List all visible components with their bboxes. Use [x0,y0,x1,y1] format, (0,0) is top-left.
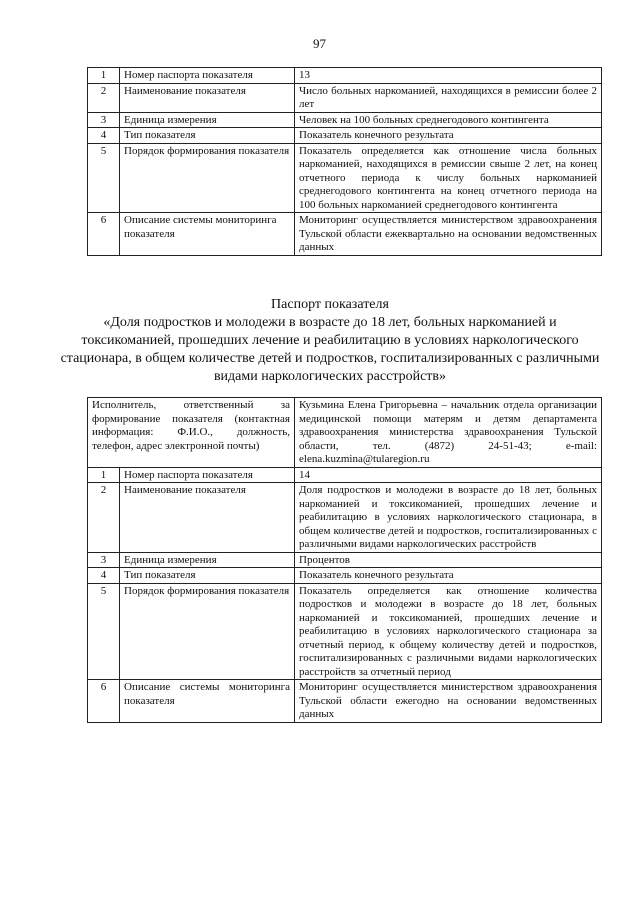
table-row [88,568,602,584]
heading-indicator-name: «Доля подростков и молодежи в возрасте до 18 лет, больных наркоманией и токсикоманией, прошедших лечение и реабилитацию в условиях наркологического стационара, в общем количестве детей и подростков, госпитализированных с различными видами наркологических расстройств» [60,315,600,384]
row-number: 3 [88,552,120,568]
passport-table-14 [87,397,602,723]
row-number: 6 [88,213,120,256]
table-row-executor [88,398,602,468]
row-label: Номер паспорта показателя [120,68,295,84]
executor-label: Исполнитель, ответственный за формирование показателя (контактная информация: Ф.И.О., должность, телефон, адрес электронной почты) [88,398,295,468]
table-row [88,112,602,128]
row-value: Число больных наркоманией, находящихся в ремиссии более 2 лет [295,83,602,112]
row-label: Единица измерения [120,552,295,568]
table-row [88,143,602,213]
row-label: Наименование показателя [120,83,295,112]
row-number: 2 [88,83,120,112]
row-label: Номер паспорта показателя [120,467,295,483]
passport-table-13 [87,67,602,256]
passport-heading [60,296,600,386]
executor-value: Кузьмина Елена Григорьевна – начальник отдела организации медицинской помощи матерям и детям департамента здравоохранения министерства здравоохранения Тульской области, тел. (4872) 24-51-43; e-mail: elena.kuzmina@tularegion.ru [295,398,602,468]
row-label: Описание системы мониторинга показателя [120,213,295,256]
row-value: Показатель конечного результата [295,568,602,584]
row-number: 1 [88,467,120,483]
row-label: Тип показателя [120,128,295,144]
table-row [88,483,602,553]
row-value: Показатель определяется как отношение числа больных наркоманией, находящихся в ремиссии свыше 2 лет, на конец отчетного периода к числу больных наркоманией среднегодового контингента на конец отчетного периода на 100 больных наркоманией среднегодового контингента [295,143,602,213]
row-label: Единица измерения [120,112,295,128]
row-label: Порядок формирования показателя [120,143,295,213]
row-label: Описание системы мониторинга показателя [120,680,295,723]
row-label: Тип показателя [120,568,295,584]
table-row [88,83,602,112]
heading-title: Паспорт показателя [271,297,389,312]
table-row [88,680,602,723]
page-number: 97 [313,36,326,51]
row-value: Доля подростков и молодежи в возрасте до 18 лет, больных наркоманией и токсикоманией, прошедших лечение и реабилитацию в условиях наркологического стационара, в общем количестве детей и подростков, госпитализированных с различными видами наркологических расстройств [295,483,602,553]
row-number: 5 [88,143,120,213]
row-number: 4 [88,128,120,144]
row-value: Мониторинг осуществляется министерством здравоохранения Тульской области ежегодно на основании ведомственных данных [295,680,602,723]
row-number: 6 [88,680,120,723]
table-row [88,68,602,84]
row-value: Процентов [295,552,602,568]
row-value: 13 [295,68,602,84]
row-label: Наименование показателя [120,483,295,553]
row-number: 2 [88,483,120,553]
row-value: Показатель конечного результата [295,128,602,144]
table-row [88,128,602,144]
table-row [88,213,602,256]
row-number: 3 [88,112,120,128]
row-value: Показатель определяется как отношение количества подростков и молодежи в возрасте до 18 лет, больных наркоманией и токсикоманией, прошедших лечение и реабилитацию в условиях наркологического стационара за отчетный период, к общему количеству детей и подростков, госпитализированных с различными видами наркологических расстройств за отчетный период [295,583,602,680]
row-value: 14 [295,467,602,483]
table-row [88,552,602,568]
row-number: 1 [88,68,120,84]
row-value: Мониторинг осуществляется министерством здравоохранения Тульской области ежеквартально на основании ведомственных данных [295,213,602,256]
row-value: Человек на 100 больных среднегодового контингента [295,112,602,128]
row-label: Порядок формирования показателя [120,583,295,680]
row-number: 4 [88,568,120,584]
table-row [88,583,602,680]
row-number: 5 [88,583,120,680]
table-row [88,467,602,483]
